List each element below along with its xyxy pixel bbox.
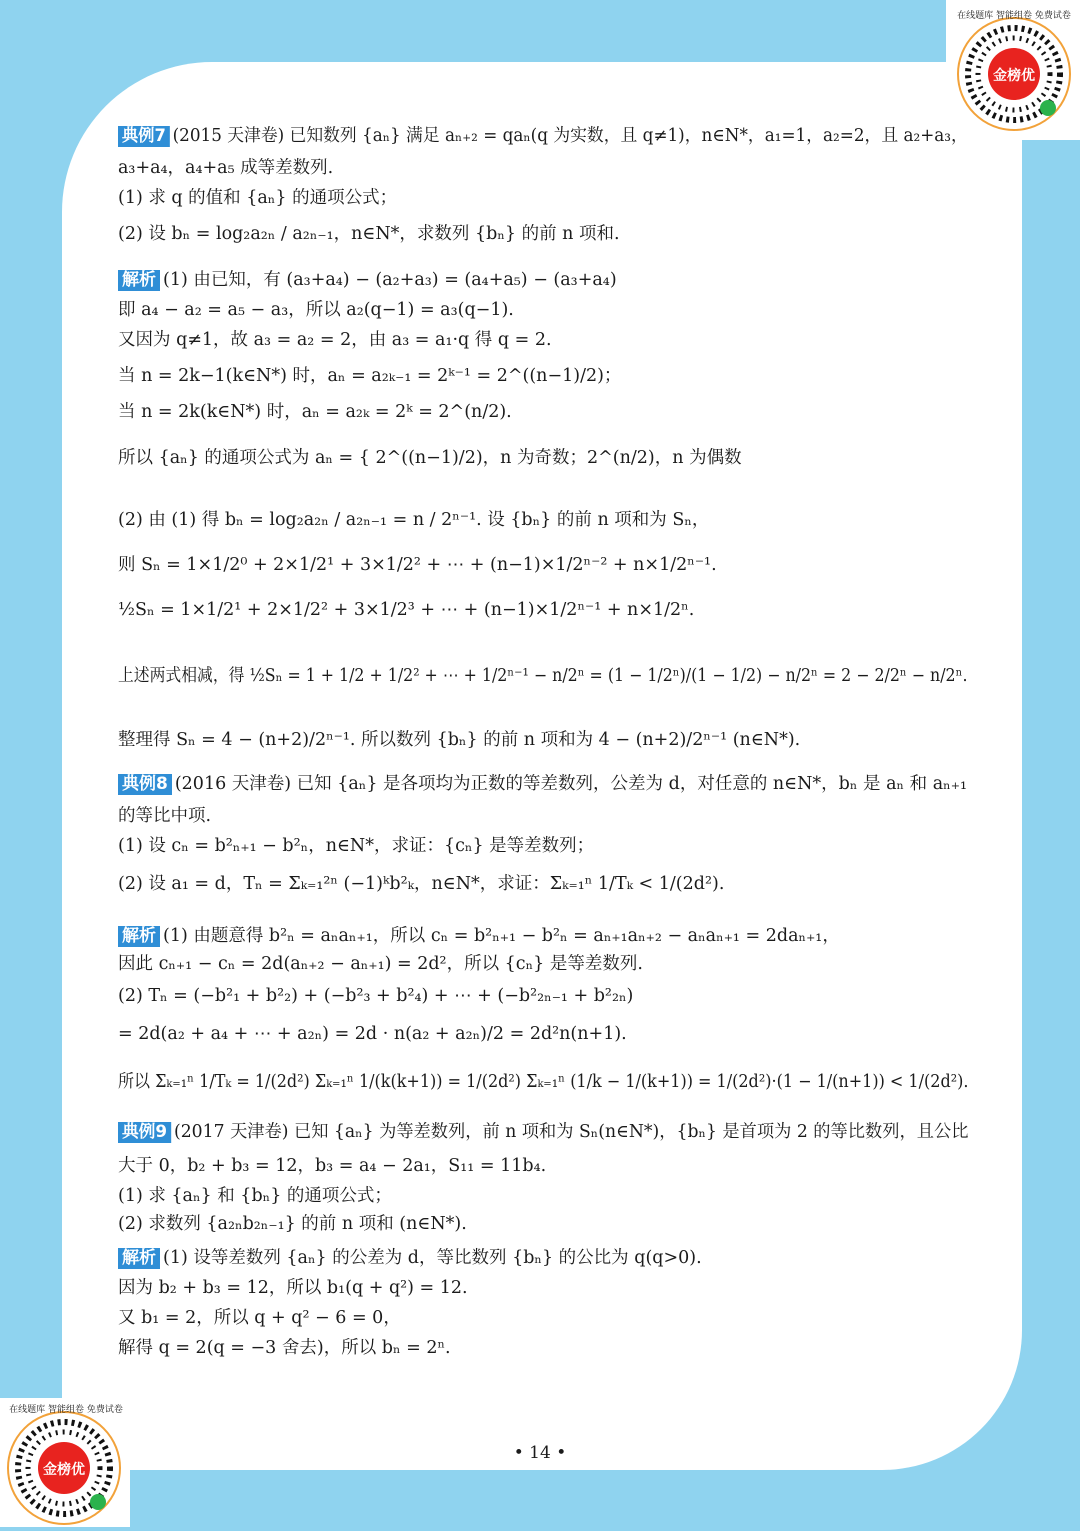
text-line: [118, 1026, 627, 1044]
example-heading-line: [118, 270, 617, 291]
text-line: [118, 1280, 468, 1298]
text-line: [118, 1158, 546, 1176]
line-text: 解得 q = 2(q = −3 舍去)，所以 bₙ = 2ⁿ.: [118, 1338, 451, 1358]
line-text: (2) 设 a₁ = d，Tₙ = Σₖ₌₁²ⁿ (−1)ᵏb²ₖ，n∈N*，求证：Σₖ₌₁ⁿ 1/Tₖ < 1/(2d²).: [118, 874, 725, 894]
section-tag: 典例9: [118, 1122, 171, 1143]
example-heading-line: [118, 926, 840, 947]
line-text: (2) 由 (1) 得 bₙ = log₂a₂ₙ / a₂ₙ₋₁ = n / 2ⁿ⁻¹. 设 {bₙ} 的前 n 项和为 Sₙ，: [118, 510, 710, 530]
text-line: [118, 956, 643, 974]
line-text: (1) 由已知，有 (a₃+a₄) − (a₂+a₃) = (a₄+a₅) − (a₃+a₄): [163, 270, 617, 290]
line-text: 又 b₁ = 2，所以 q + q² − 6 = 0，: [118, 1308, 401, 1328]
text-line: [118, 602, 694, 620]
text-line: [118, 732, 800, 750]
text-line: [118, 1310, 401, 1328]
line-text: (2) Tₙ = (−b²₁ + b²₂) + (−b²₃ + b²₄) + ⋯ + (−b²₂ₙ₋₁ + b²₂ₙ): [118, 986, 634, 1006]
page-number: • 14 •: [513, 1443, 567, 1463]
text-line: [118, 160, 333, 178]
line-text: a₃+a₄，a₄+a₅ 成等差数列.: [118, 158, 334, 178]
qr-code-icon: [946, 0, 1080, 140]
text-line: [118, 302, 514, 320]
text-line: [118, 1216, 467, 1234]
section-tag: 解析: [118, 1248, 160, 1269]
line-text: 又因为 q≠1，故 a₃ = a₂ = 2，由 a₃ = a₁·q 得 q = 2.: [118, 330, 552, 350]
text-line: [118, 450, 742, 468]
line-text: 所以 {aₙ} 的通项公式为 aₙ = { 2^((n−1)/2)，n 为奇数；2^(n/2)，n 为偶数: [118, 448, 742, 468]
text-line: [118, 1340, 451, 1358]
line-text: 的等比中项.: [118, 806, 212, 826]
line-text: (1) 由题意得 b²ₙ = aₙaₙ₊₁，所以 cₙ = b²ₙ₊₁ − b²ₙ = aₙ₊₁aₙ₊₂ − aₙaₙ₊₁ = 2daₙ₊₁，: [163, 926, 840, 946]
line-text: (1) 求 {aₙ} 和 {bₙ} 的通项公式；: [118, 1186, 392, 1206]
text-line: [118, 1188, 392, 1206]
line-text: (2016 天津卷) 已知 {aₙ} 是各项均为正数的等差数列，公差为 d，对任意的 n∈N*，bₙ 是 aₙ 和 aₙ₊₁: [174, 774, 967, 794]
line-text: 则 Sₙ = 1×1/2⁰ + 2×1/2¹ + 3×1/2² + ⋯ + (n−1)×1/2ⁿ⁻² + n×1/2ⁿ⁻¹.: [118, 555, 717, 575]
text-line: [118, 226, 620, 244]
line-text: 上述两式相减，得 ½Sₙ = 1 + 1/2 + 1/2² + ⋯ + 1/2ⁿ⁻¹ − n/2ⁿ = (1 − 1/2ⁿ)/(1 − 1/2) − n/2ⁿ = 2 − 2/2ⁿ − n/2ⁿ.: [118, 666, 968, 686]
text-line: [118, 512, 709, 530]
line-text: (1) 设 cₙ = b²ₙ₊₁ − b²ₙ，n∈N*，求证：{cₙ} 是等差数列；: [118, 836, 595, 856]
example-heading-line: [118, 1122, 968, 1143]
qr-badge-top-right[interactable]: [946, 0, 1080, 140]
text-line: [118, 404, 512, 422]
qr-label: 在线题库 智能组卷 免费试卷: [9, 1405, 123, 1415]
line-text: = 2d(a₂ + a₄ + ⋯ + a₂ₙ) = 2d · n(a₂ + a₂ₙ)/2 = 2d²n(n+1).: [118, 1024, 627, 1044]
section-tag: 典例7: [118, 126, 170, 147]
section-tag: 解析: [118, 270, 160, 291]
line-text: 因此 cₙ₊₁ − cₙ = 2d(aₙ₊₂ − aₙ₊₁) = 2d²，所以 {cₙ} 是等差数列.: [118, 954, 643, 974]
line-text: (2017 天津卷) 已知 {aₙ} 为等差数列，前 n 项和为 Sₙ(n∈N*)，{bₙ} 是首项为 2 的等比数列，且公比: [173, 1122, 969, 1142]
text-line: [118, 808, 211, 826]
qr-label: 在线题库 智能组卷 免费试卷: [957, 11, 1071, 21]
line-text: 大于 0，b₂ + b₃ = 12，b₃ = a₄ − 2a₁，S₁₁ = 11b₄.: [118, 1156, 547, 1176]
line-text: 整理得 Sₙ = 4 − (n+2)/2ⁿ⁻¹. 所以数列 {bₙ} 的前 n 项和为 4 − (n+2)/2ⁿ⁻¹ (n∈N*).: [118, 730, 801, 750]
text-line: [118, 1074, 968, 1092]
qr-brand-text: 金榜优: [993, 68, 1035, 84]
line-text: (2) 设 bₙ = log₂a₂ₙ / a₂ₙ₋₁，n∈N*，求数列 {bₙ} 的前 n 项和.: [118, 224, 620, 244]
text-line: [118, 838, 594, 856]
text-line: [118, 190, 397, 208]
line-text: 即 a₄ − a₂ = a₅ − a₃，所以 a₂(q−1) = a₃(q−1).: [118, 300, 514, 320]
text-line: [118, 557, 717, 575]
text-line: [118, 988, 633, 1006]
section-tag: 解析: [118, 926, 160, 947]
qr-brand-text: 金榜优: [43, 1462, 85, 1478]
text-line: [118, 876, 724, 894]
line-text: (2015 天津卷) 已知数列 {aₙ} 满足 aₙ₊₂ = qaₙ(q 为实数，且 q≠1)，n∈N*，a₁=1，a₂=2，且 a₂+a₃，: [172, 126, 968, 146]
text-line: [118, 368, 621, 386]
line-text: 所以 Σₖ₌₁ⁿ 1/Tₖ = 1/(2d²) Σₖ₌₁ⁿ 1/(k(k+1)) = 1/(2d²) Σₖ₌₁ⁿ (1/k − 1/(k+1)) = 1/(2d²)·(1 − 1/(n+1)) < 1/(2d²).: [118, 1072, 969, 1092]
line-text: 当 n = 2k−1(k∈N*) 时，aₙ = a₂ₖ₋₁ = 2ᵏ⁻¹ = 2^((n−1)/2)；: [118, 366, 622, 386]
line-text: 当 n = 2k(k∈N*) 时，aₙ = a₂ₖ = 2ᵏ = 2^(n/2).: [118, 402, 512, 422]
line-text: (1) 设等差数列 {aₙ} 的公差为 d，等比数列 {bₙ} 的公比为 q(q>0).: [163, 1248, 702, 1268]
line-text: ½Sₙ = 1×1/2¹ + 2×1/2² + 3×1/2³ + ⋯ + (n−1)×1/2ⁿ⁻¹ + n×1/2ⁿ.: [118, 600, 695, 620]
line-text: (2) 求数列 {a₂ₙb₂ₙ₋₁} 的前 n 项和 (n∈N*).: [118, 1214, 467, 1234]
example-heading-line: [118, 774, 967, 795]
section-tag: 典例8: [118, 774, 172, 795]
example-heading-line: [118, 1248, 702, 1269]
text-line: [118, 668, 967, 686]
line-text: 因为 b₂ + b₃ = 12，所以 b₁(q + q²) = 12.: [118, 1278, 468, 1298]
text-line: [118, 332, 552, 350]
example-heading-line: [118, 126, 968, 147]
line-text: (1) 求 q 的值和 {aₙ} 的通项公式；: [118, 188, 398, 208]
